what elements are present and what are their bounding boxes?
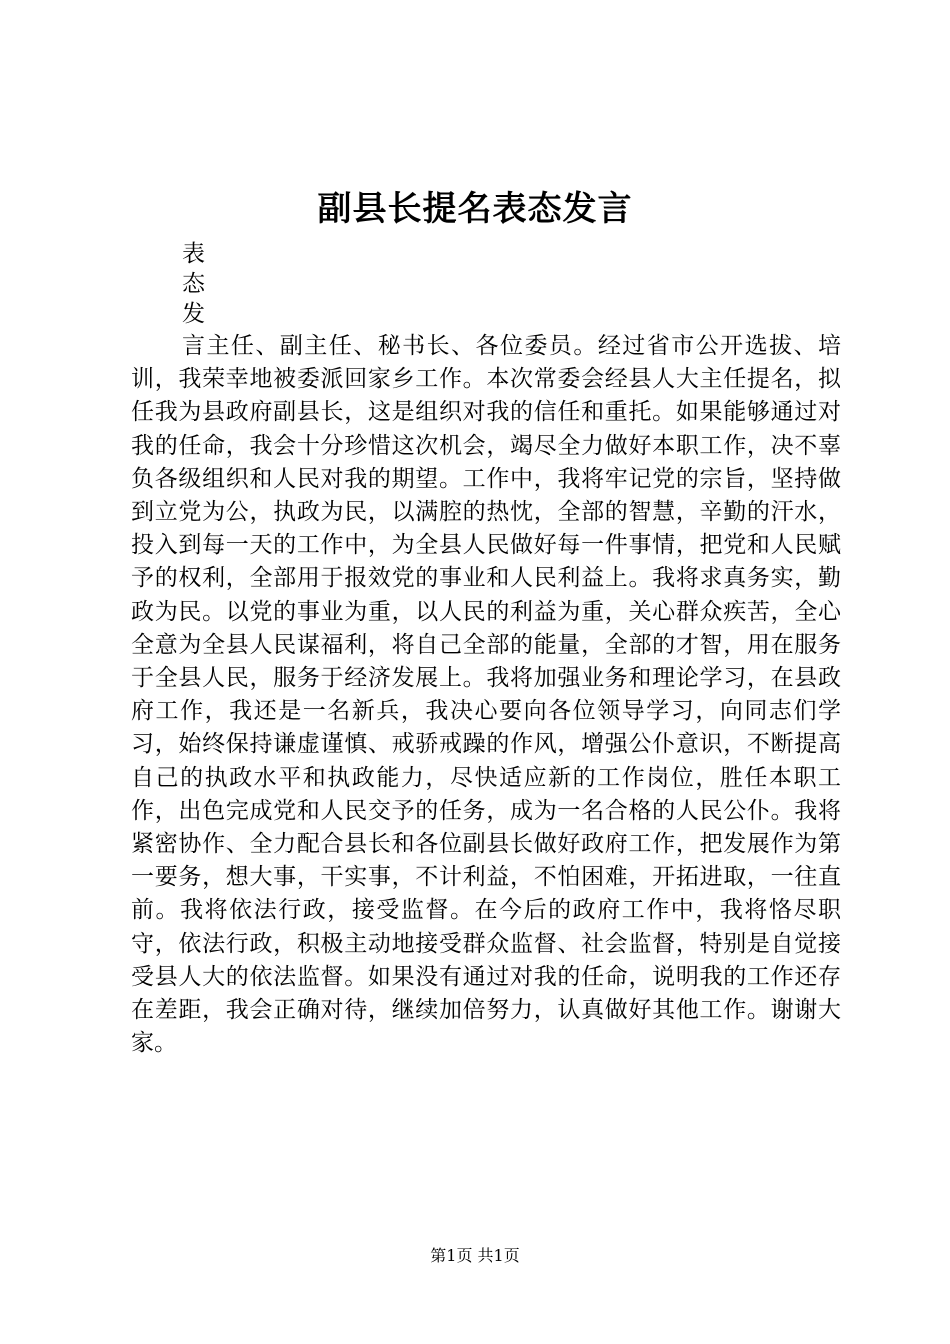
- document-title: 副县长提名表态发言: [317, 189, 633, 229]
- page-footer: 第1页 共1页: [430, 1246, 520, 1265]
- body-paragraph: 言主任、副主任、秘书长、各位委员。经过省市公开选拔、培训，我荣幸地被委派回家乡工作。本次常委会经县人大主任提名，拟任我为县政府副县长，这是组织对我的信任和重托。如果能够通过对我的任命，我会十分珍惜这次机会，竭尽全力做好本职工作，决不辜负各级组织和人民对我的期望。工作中，我将牢记党的宗旨，坚持做到立党为公，执政为民，以满腔的热忱，全部的智慧，辛勤的汗水，投入到每一天的工作中，为全县人民做好每一件事情，把党和人民赋予的权利，全部用于报效党的事业和人民利益上。我将求真务实，勤政为民。以党的事业为重，以人民的利益为重，关心群众疾苦，全心全意为全县人民谋福利，将自己全部的能量，全部的才智，用在服务于全县人民，服务于经济发展上。我将加强业务和理论学习，在县政府工作，我还是一名新兵，我决心要向各位领导学习，向同志们学习，始终保持谦虚谨慎、戒骄戒躁的作风，增强公仆意识，不断提高自己的执政水平和执政能力，尽快适应新的工作岗位，胜任本职工作，出色完成党和人民交予的任务，成为一名合格的人民公仆。我将紧密协作、全力配合县长和各位副县长做好政府工作，把发展作为第一要务，想大事，干实事，不计利益，不怕困难，开拓进取，一往直前。我将依法行政，接受监督。在今后的政府工作中，我将恪尽职守，依法行政，积极主动地接受群众监督、社会监督，特别是自觉接受县人大的依法监督。如果没有通过对我的任命，说明我的工作还存在差距，我会正确对待，继续加倍努力，认真做好其他工作。谢谢大家。: [131, 333, 841, 1057]
- vertical-char-2: 态: [182, 271, 205, 297]
- vertical-char-1: 表: [182, 241, 205, 267]
- vertical-char-3: 发: [182, 301, 205, 327]
